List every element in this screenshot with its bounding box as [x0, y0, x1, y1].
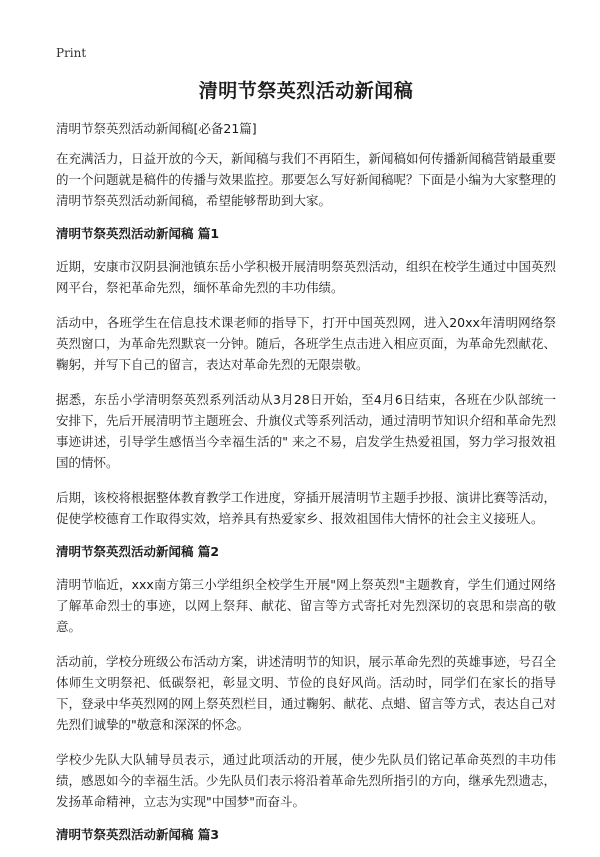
document-body: [56, 148, 556, 857]
section-2-paragraph: 清明节临近，xxx南方第三小学组织全校学生开展"网上祭英烈"主题教育，学生们通过网络了解革命烈士的事迹，以网上祭拜、献花、留言等方式寄托对先烈深切的哀思和崇高的敬意。: [56, 577, 556, 634]
section-1-paragraph: 后期，该校将根据整体教育教学工作进度，穿插开展清明节主题手抄报、演讲比赛等活动，促使学校德育工作取得实效，培养具有热爱家乡、报效祖国伟大情怀的社会主义接班人。: [56, 490, 557, 526]
print-link[interactable]: Print: [56, 46, 87, 60]
section-1-paragraph: 活动中，各班学生在信息技术课老师的指导下，打开中国英烈网，进入20xx年清明网络祭英烈窗口，为革命先烈默哀一分钟。随后，各班学生点击进入相应页面，为革命先烈献花、鞠躬，并写下自己的留言，表达对革命先烈的无限崇敬。: [56, 315, 557, 372]
section-2-paragraph: 学校少先队大队辅导员表示，通过此项活动的开展，使少先队员们铭记革命英烈的丰功伟绩，感恩如今的幸福生活。少先队员们表示将沿着革命先烈所指引的方向，继承先烈遗志，发扬革命精神，立志为实现"中国梦"而奋斗。: [56, 752, 557, 809]
section-1-paragraph: 据悉，东岳小学清明祭英烈系列活动从3月28日开始，至4月6日结束，各班在少队部统一安排下，先后开展清明节主题班会、升旗仪式等系列活动，通过清明节知识介绍和革命先烈事迹讲述，引导学生感悟当今幸福生活的" 来之不易，启发学生热爱祖国，努力学习报效祖国的情怀。: [56, 392, 557, 470]
document-subtitle: 清明节祭英烈活动新闻稿[必备21篇]: [56, 121, 257, 136]
intro-paragraph: 在充满活力，日益开放的今天，新闻稿与我们不再陌生，新闻稿如何传播新闻稿营销最重要的一个问题就是稿件的传播与效果监控。那要怎么写好新闻稿呢？下面是小编为大家整理的清明节祭英烈活动新闻稿，希望能够帮助到大家。: [56, 151, 557, 208]
section-1-paragraph: 近期，安康市汉阴县涧池镇东岳小学积极开展清明祭英烈活动，组织在校学生通过中国英烈网平台，祭祀革命先烈，缅怀革命先烈的丰功伟绩。: [56, 259, 557, 295]
section-2-paragraph: 活动前，学校分班级公布活动方案，讲述清明节的知识，展示革命先烈的英雄事迹，号召全体师生文明祭祀、低碳祭祀，彰显文明、节俭的良好风尚。活动时，同学们在家长的指导下，登录中华英烈网的网上祭英烈栏目，通过鞠躬、献花、点蜡、留言等方式，表达自己对先烈们诚挚的"敬意和深深的怀念。: [56, 654, 557, 732]
page-title: 清明节祭英烈活动新闻稿: [198, 80, 414, 102]
section-heading-1: 清明节祭英烈活动新闻稿 篇1: [56, 226, 220, 241]
section-heading-2: 清明节祭英烈活动新闻稿 篇2: [56, 544, 220, 559]
section-heading-3: 清明节祭英烈活动新闻稿 篇3: [56, 827, 220, 842]
